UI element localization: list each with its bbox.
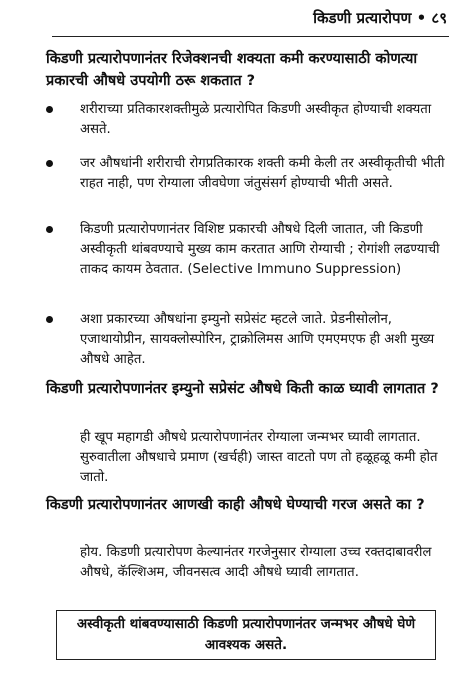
bullet-text: शरीराच्या प्रतिकारशक्तीमुळे प्रत्यारोपित किडणी अस्वीकृत होण्याची शक्यता असते. <box>80 102 432 137</box>
bullet-item-1 <box>46 100 450 140</box>
bullet-dot <box>46 226 53 233</box>
header-rule <box>52 36 449 37</box>
bullet-text: अशा प्रकारच्या औषधांना इम्युनो सप्रेसंट म्हटले जाते. प्रेडनीसोलोन, एजाथायोप्रीन, सायक्लोस्पोरिन, ट्राक्रोलिमस आणि एमएमएफ ही अशी मुख्य औषधे आहेत. <box>80 312 435 367</box>
answer-2: ही खूप महागडी औषधे प्रत्यारोपणानंतर रोग्याला जन्मभर घ्यावी लागतात. सुरुवातीला औषधाचे प्रमाण (खर्चही) जास्त वाटतो पण तो हळूहळू कमी होत जातो. <box>80 430 438 485</box>
bullet-item-4 <box>46 310 450 370</box>
bullet-text: किडणी प्रत्यारोपणानंतर विशिष्ट प्रकारची औषधे दिली जातात, जी किडणी अस्वीकृती थांबवण्याचे मुख्य काम करतात आणि रोग्याची ; रोगांशी लढण्याची ताकद कायम ठेवतात. (Selective Immuno Suppression) <box>80 222 440 277</box>
question-1: किडणी प्रत्यारोपणानंतर रिजेक्शनची शक्यता कमी करण्यासाठी कोणत्या प्रकारची औषधे उपयोगी ठरू शकतात ? <box>46 51 418 89</box>
answer-3: होय. किडणी प्रत्यारोपण केल्यानंतर गरजेनुसार रोग्याला उच्च रक्तदाबावरील औषधे, कॅल्शिअम, जीवनसत्व आदी औषधे घ्यावी लागतात. <box>80 545 432 580</box>
bullet-text: जर औषधांनी शरीराची रोगप्रतिकारक शक्ती कमी केली तर अस्वीकृतीची भीती राहत नाही, पण रोग्याला जीवघेणा जंतुसंसर्ग होण्याची भीती असते. <box>80 156 445 191</box>
question-3: किडणी प्रत्यारोपणानंतर आणखी काही औषधे घेण्याची गरज असते का ? <box>46 497 425 513</box>
bullet-item-3 <box>46 220 450 280</box>
bullet-item-2 <box>46 154 450 194</box>
question-2: किडणी प्रत्यारोपणानंतर इम्युनो सप्रेसंट औषधे किती काळ घ्यावी लागतात ? <box>46 381 439 397</box>
bullet-dot <box>46 316 53 323</box>
running-header: किडणी प्रत्यारोपण • ८९ <box>313 9 447 27</box>
bullet-dot <box>46 160 53 167</box>
bullet-dot <box>46 106 53 113</box>
highlight-note-box: अस्वीकृती थांबवण्यासाठी किडणी प्रत्यारोपणानंतर जन्मभर औषधे घेणे आवश्यक असते. <box>56 610 436 660</box>
